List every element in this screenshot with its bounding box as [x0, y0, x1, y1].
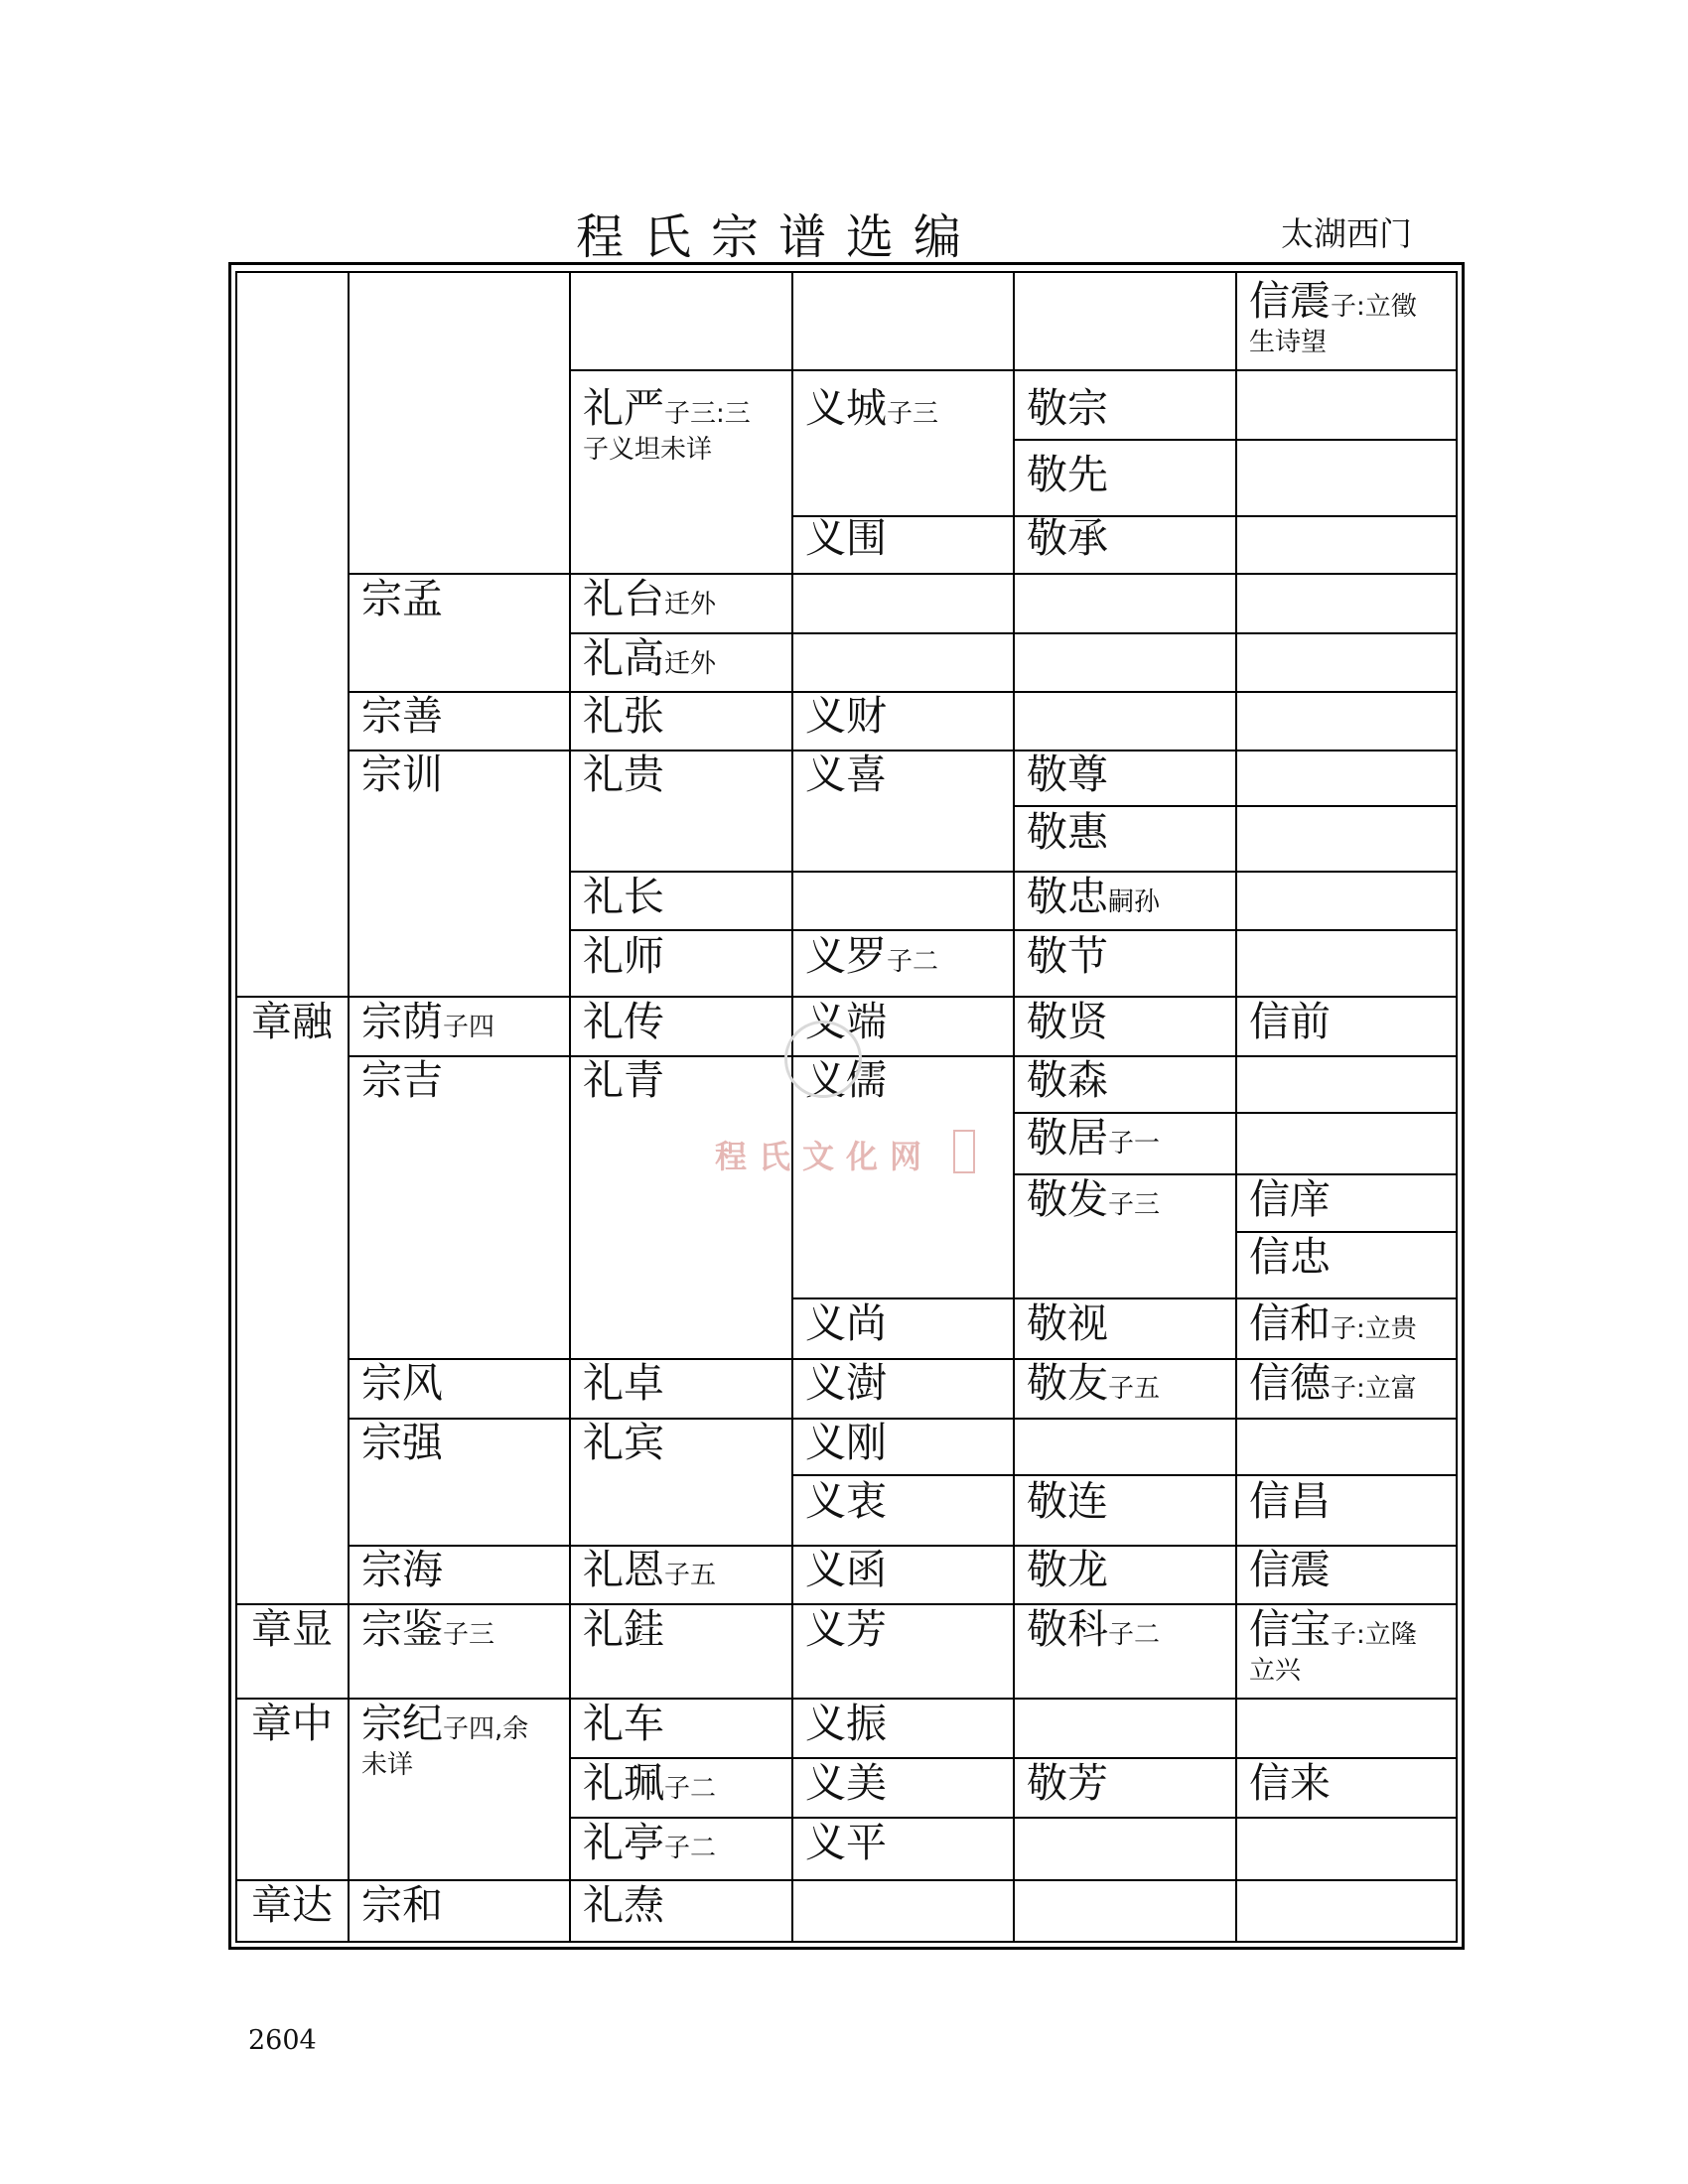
- person-name: 信庠: [1249, 1175, 1331, 1223]
- person-name: 章达: [251, 1881, 333, 1929]
- person-name: 信前: [1249, 998, 1331, 1045]
- genealogy-cell: [1027, 1760, 1227, 1807]
- person-name: 义函: [805, 1546, 887, 1593]
- genealogy-cell: [805, 1820, 1005, 1866]
- person-note: 嗣孙: [1108, 887, 1161, 917]
- person-name: 礼长: [583, 873, 664, 920]
- person-note: 子五: [664, 1561, 717, 1590]
- genealogy-cell: [1027, 1547, 1227, 1593]
- person-note: 迁外: [664, 649, 717, 679]
- person-note: 子二: [664, 1834, 717, 1863]
- genealogy-cell: [805, 515, 1005, 562]
- person-name: 章显: [251, 1605, 333, 1653]
- person-name: 敬宗: [1027, 384, 1108, 432]
- genealogy-cell: [583, 635, 783, 682]
- genealogy-cell: [1027, 1360, 1227, 1407]
- genealogy-cell: [1027, 999, 1227, 1045]
- grid-hline: [791, 1297, 1456, 1299]
- genealogy-cell: [361, 751, 561, 798]
- person-name: 礼亭: [583, 1819, 664, 1866]
- genealogy-cell: [361, 1882, 561, 1929]
- person-name: 礼贵: [583, 751, 664, 798]
- person-name: 义喜: [805, 751, 887, 798]
- genealogy-cell: [1027, 751, 1227, 798]
- genealogy-cell: [1249, 1478, 1448, 1525]
- person-note: 子三: [887, 399, 939, 429]
- person-note: 子五: [1108, 1374, 1161, 1404]
- genealogy-cell: [583, 1420, 783, 1466]
- person-note: 子:立徵: [1331, 292, 1417, 322]
- person-name: 礼严: [583, 384, 664, 432]
- genealogy-cell: [805, 1420, 1005, 1466]
- person-name: 敬忠: [1027, 873, 1108, 920]
- genealogy-cell: [583, 1606, 783, 1653]
- person-name: 礼车: [583, 1700, 664, 1747]
- person-note: 子三:三: [664, 399, 751, 429]
- person-name: 义罗: [805, 932, 887, 980]
- genealogy-cell: [583, 1882, 783, 1929]
- person-name: 敬视: [1027, 1299, 1108, 1347]
- grid-hline: [1013, 439, 1456, 441]
- person-note: 子二: [887, 947, 939, 977]
- person-name: 信震: [1249, 1546, 1331, 1593]
- grid-hline: [569, 369, 1456, 371]
- genealogy-cell: [361, 1547, 561, 1593]
- genealogy-cell: [1027, 1115, 1227, 1161]
- genealogy-cell: [1249, 999, 1448, 1045]
- genealogy-cell: [1249, 1234, 1448, 1281]
- genealogy-cell: [583, 1760, 783, 1807]
- grid-hline: [1013, 805, 1456, 807]
- genealogy-cell: [1027, 809, 1227, 856]
- genealogy-cell: [583, 999, 783, 1045]
- genealogy-cell: [583, 1820, 783, 1866]
- grid-vline: [1013, 273, 1015, 1941]
- person-name: 宗和: [361, 1881, 443, 1929]
- genealogy-cell: [361, 1701, 561, 1784]
- person-name: 礼青: [583, 1056, 664, 1104]
- person-name: 义澍: [805, 1359, 887, 1407]
- genealogy-cell: [1249, 1300, 1448, 1347]
- person-name: 宗强: [361, 1419, 443, 1466]
- genealogy-cell: [1027, 385, 1227, 432]
- person-name: 宗孟: [361, 575, 443, 622]
- genealogy-cell: [1027, 1606, 1227, 1653]
- person-name: 义衷: [805, 1477, 887, 1525]
- genealogy-cell: [583, 576, 783, 622]
- genealogy-cell: [1249, 1176, 1448, 1223]
- person-name: 敬龙: [1027, 1546, 1108, 1593]
- genealogy-cell: [805, 385, 1005, 432]
- person-name: 义儒: [805, 1056, 887, 1104]
- person-name: 敬节: [1027, 932, 1108, 980]
- genealogy-cell: [805, 1701, 1005, 1747]
- person-name: 宗吉: [361, 1056, 443, 1104]
- genealogy-cell: [805, 751, 1005, 798]
- person-name: 宗善: [361, 692, 443, 740]
- genealogy-cell: [361, 693, 561, 740]
- person-name: 宗荫: [361, 998, 443, 1045]
- person-name: 章中: [251, 1700, 333, 1747]
- grid-vline: [569, 273, 571, 1941]
- genealogy-cell: [805, 693, 1005, 740]
- person-name: 敬居: [1027, 1114, 1108, 1161]
- person-name: 义平: [805, 1819, 887, 1866]
- person-note-continued: 立兴: [1249, 1656, 1302, 1687]
- person-name: 敬芳: [1027, 1759, 1108, 1807]
- person-name: 敬贤: [1027, 998, 1108, 1045]
- generation-zhang-cell: [251, 1701, 340, 1747]
- grid-hline: [348, 573, 1456, 575]
- person-name: 礼銈: [583, 1605, 664, 1653]
- genealogy-cell: [1249, 278, 1448, 361]
- person-name: 信宝: [1249, 1605, 1331, 1653]
- genealogy-cell: [361, 1606, 561, 1653]
- generation-zhang-cell: [251, 1882, 340, 1929]
- person-name: 礼恩: [583, 1546, 664, 1593]
- genealogy-cell: [1027, 1057, 1227, 1104]
- genealogy-cell: [1249, 1606, 1448, 1690]
- page-title: 程氏宗谱选编: [576, 209, 982, 265]
- generation-zhang-cell: [251, 999, 340, 1045]
- person-name: 宗风: [361, 1359, 443, 1407]
- genealogy-cell: [361, 576, 561, 622]
- person-note-continued: 未详: [361, 1750, 414, 1781]
- person-name: 礼高: [583, 634, 664, 682]
- genealogy-cell: [1249, 1547, 1448, 1593]
- person-name: 敬承: [1027, 514, 1108, 562]
- genealogy-cell: [805, 1606, 1005, 1653]
- person-name: 礼卓: [583, 1359, 664, 1407]
- genealogy-cell: [583, 933, 783, 980]
- person-note: 子三: [443, 1620, 495, 1650]
- person-name: 信昌: [1249, 1477, 1331, 1525]
- person-name: 义尚: [805, 1299, 887, 1347]
- person-name: 信震: [1249, 277, 1331, 325]
- genealogy-cell: [805, 1360, 1005, 1407]
- person-name: 敬先: [1027, 451, 1108, 498]
- grid-vline: [791, 273, 793, 1941]
- genealogy-cell: [805, 1760, 1005, 1807]
- grid-hline: [569, 871, 1456, 873]
- person-note: 子四: [443, 1013, 495, 1042]
- watermark-seal-icon: [784, 1021, 862, 1098]
- grid-hline: [569, 1817, 1456, 1819]
- genealogy-cell: [361, 999, 561, 1045]
- generation-zhang-cell: [251, 1606, 340, 1653]
- genealogy-cell: [583, 1547, 783, 1593]
- person-name: 礼焘: [583, 1881, 664, 1929]
- person-name: 礼张: [583, 692, 664, 740]
- person-note: 子:立贵: [1331, 1314, 1417, 1344]
- person-name: 敬森: [1027, 1056, 1108, 1104]
- grid-hline: [791, 1474, 1456, 1476]
- person-name: 敬连: [1027, 1477, 1108, 1525]
- genealogy-cell: [1249, 1360, 1448, 1407]
- person-note: 子:立隆: [1331, 1620, 1417, 1650]
- genealogy-cell: [361, 1057, 561, 1104]
- person-note: 子:立富: [1331, 1374, 1417, 1404]
- person-name: 宗鉴: [361, 1605, 443, 1653]
- genealogy-cell: [1027, 515, 1227, 562]
- person-name: 信来: [1249, 1759, 1331, 1807]
- person-note: 子四,余: [443, 1714, 529, 1744]
- person-name: 义围: [805, 514, 887, 562]
- genealogy-cell: [583, 1057, 783, 1104]
- person-name: 信和: [1249, 1299, 1331, 1347]
- person-name: 敬惠: [1027, 808, 1108, 856]
- genealogy-cell: [583, 385, 783, 469]
- genealogy-cell: [583, 751, 783, 798]
- genealogy-cell: [805, 1478, 1005, 1525]
- genealogy-cell: [805, 1547, 1005, 1593]
- person-name: 礼台: [583, 575, 664, 622]
- genealogy-cell: [805, 933, 1005, 980]
- person-note: 迁外: [664, 590, 717, 619]
- genealogy-cell: [1027, 933, 1227, 980]
- person-name: 义财: [805, 692, 887, 740]
- person-name: 义城: [805, 384, 887, 432]
- watermark-stamp-icon: [953, 1130, 975, 1173]
- genealogy-cell: [583, 693, 783, 740]
- person-note-continued: 子义坦未详: [583, 435, 713, 466]
- person-name: 义美: [805, 1759, 887, 1807]
- person-name: 礼传: [583, 998, 664, 1045]
- page-number: 2604: [248, 2025, 317, 2056]
- person-note: 子一: [1108, 1129, 1161, 1159]
- person-name: 信德: [1249, 1359, 1331, 1407]
- person-name: 义芳: [805, 1605, 887, 1653]
- genealogy-cell: [361, 1420, 561, 1466]
- person-name: 礼宾: [583, 1419, 664, 1466]
- person-note: 子三: [1108, 1190, 1161, 1220]
- genealogy-cell: [1027, 1176, 1227, 1223]
- person-name: 信忠: [1249, 1233, 1331, 1281]
- genealogy-cell: [583, 1360, 783, 1407]
- person-name: 敬尊: [1027, 751, 1108, 798]
- genealogy-cell: [361, 1360, 561, 1407]
- genealogy-cell: [1027, 452, 1227, 498]
- genealogy-cell: [1027, 874, 1227, 920]
- genealogy-cell: [583, 1701, 783, 1747]
- person-name: 宗海: [361, 1546, 443, 1593]
- person-name: 礼师: [583, 932, 664, 980]
- person-note: 子二: [664, 1774, 717, 1804]
- grid-vline: [1235, 273, 1237, 1941]
- person-name: 宗训: [361, 751, 443, 798]
- person-name: 义刚: [805, 1419, 887, 1466]
- genealogy-cell: [1027, 1478, 1227, 1525]
- person-name: 敬友: [1027, 1359, 1108, 1407]
- genealogy-cell: [1027, 1300, 1227, 1347]
- person-name: 礼珮: [583, 1759, 664, 1807]
- genealogy-cell: [805, 1300, 1005, 1347]
- grid-vline: [348, 273, 350, 1941]
- branch-label: 太湖西门: [1281, 214, 1412, 253]
- grid-hline: [569, 632, 1456, 634]
- grid-hline: [569, 929, 1456, 931]
- genealogy-cell: [1249, 1760, 1448, 1807]
- person-name: 宗纪: [361, 1700, 443, 1747]
- person-note: 子二: [1108, 1620, 1161, 1650]
- person-name: 章融: [251, 998, 333, 1045]
- person-note-continued: 生诗望: [1249, 328, 1328, 358]
- watermark-text: 程氏文化网: [715, 1138, 934, 1175]
- person-name: 敬科: [1027, 1605, 1108, 1653]
- person-name: 义振: [805, 1700, 887, 1747]
- person-name: 义端: [805, 998, 887, 1045]
- genealogy-cell: [583, 874, 783, 920]
- person-name: 敬发: [1027, 1175, 1108, 1223]
